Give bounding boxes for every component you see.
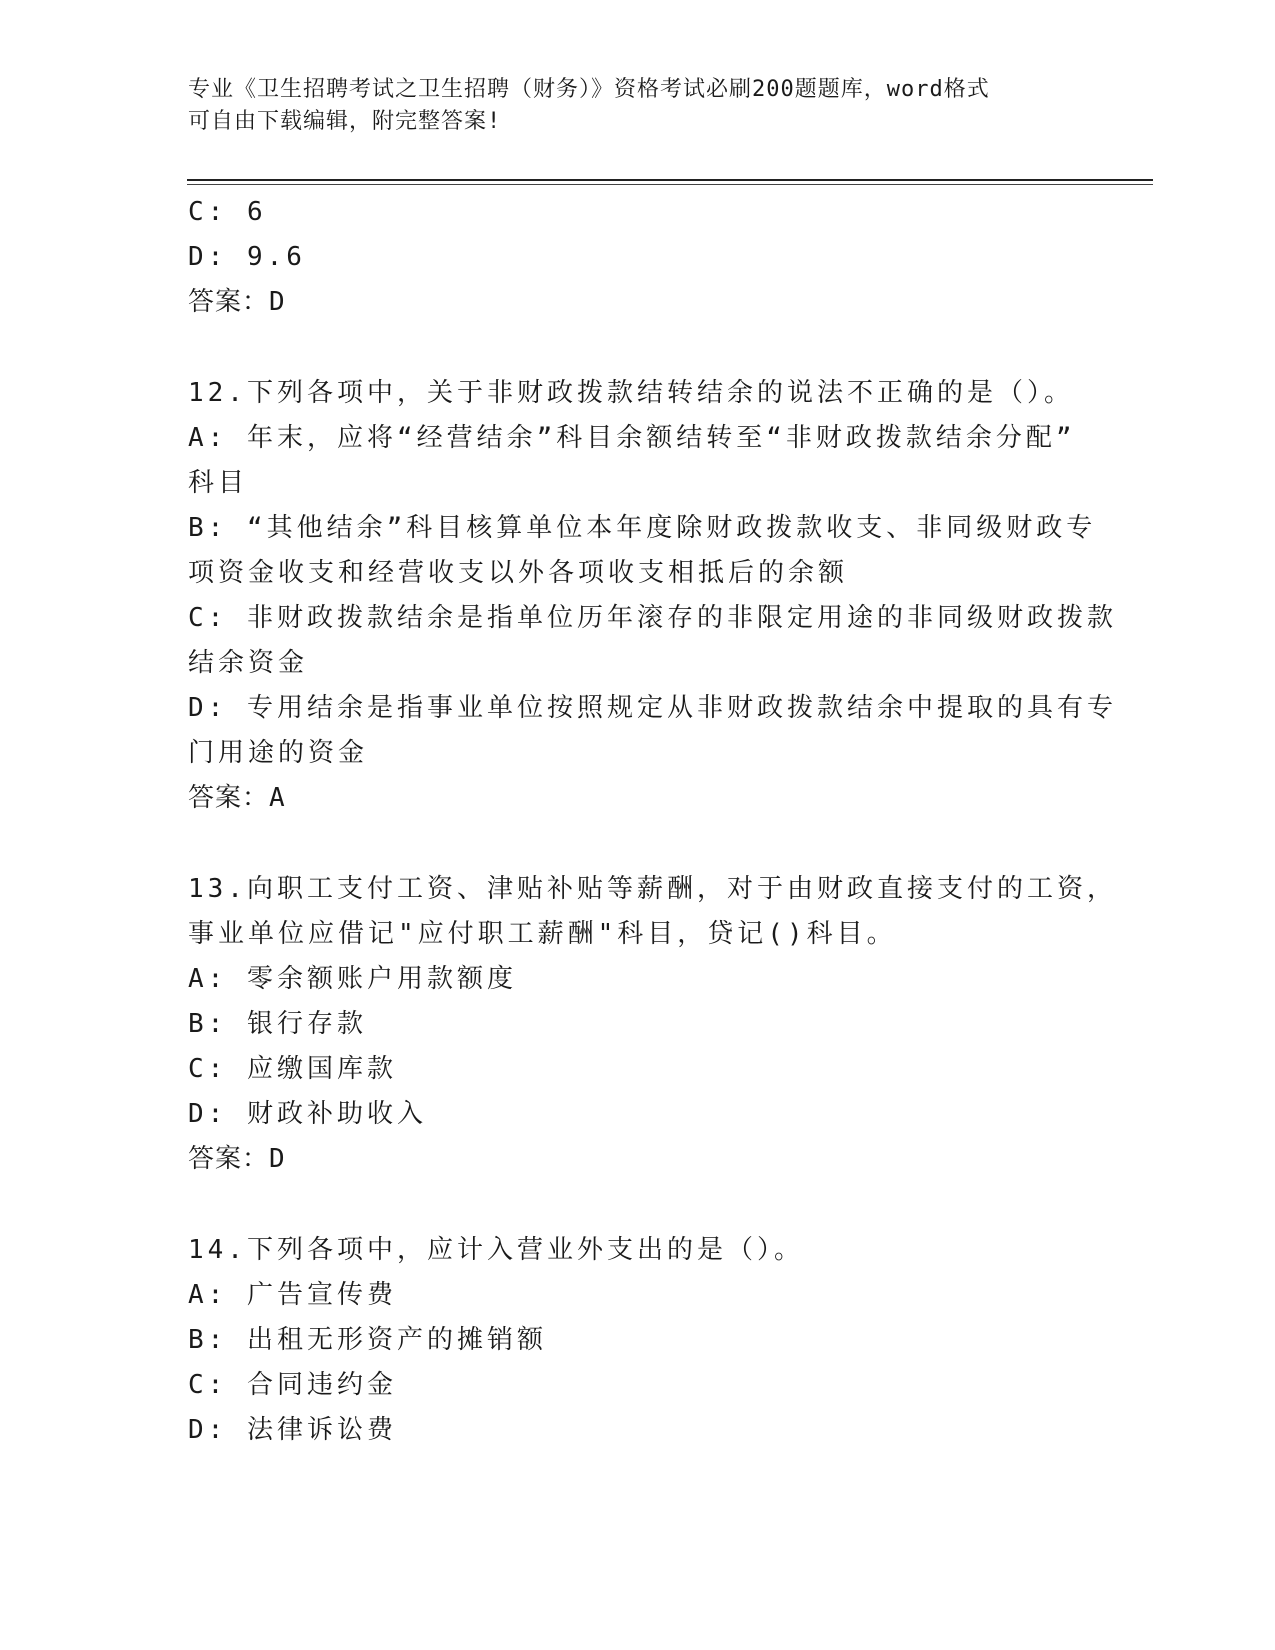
answer: 答案：D xyxy=(188,1144,286,1174)
option-c: C: 6 xyxy=(188,197,267,227)
question-12 xyxy=(188,371,1117,821)
option-b: B: “其他结余”科目核算单位本年度除财政拨款收支、非同级财政专 xyxy=(188,513,1097,543)
spacer xyxy=(188,1182,1088,1228)
option-b-cont: 项资金收支和经营收支以外各项收支相抵后的余额 xyxy=(188,558,849,588)
option-a: A: 年末，应将“经营结余”科目余额结转至“非财政拨款结余分配” xyxy=(188,423,1076,453)
option-c: C: 应缴国库款 xyxy=(188,1054,397,1084)
option-d: D: 财政补助收入 xyxy=(188,1099,427,1129)
option-d: D: 9.6 xyxy=(188,242,306,272)
option-b: B: 出租无形资产的摊销额 xyxy=(188,1325,547,1355)
question-stem-cont: 事业单位应借记"应付职工薪酬"科目，贷记()科目。 xyxy=(188,919,897,949)
option-a-cont: 科目 xyxy=(188,468,249,498)
header-line-2: 可自由下载编辑，附完整答案! xyxy=(188,109,502,134)
answer: 答案：D xyxy=(188,287,286,317)
option-c-cont: 结余资金 xyxy=(188,648,309,678)
header-line-1: 专业《卫生招聘考试之卫生招聘（财务）》资格考试必刷200题题库，word格式 xyxy=(188,77,990,102)
document-header xyxy=(188,74,1088,138)
spacer xyxy=(188,821,1088,867)
option-d-cont: 门用途的资金 xyxy=(188,738,369,768)
header-divider-thick xyxy=(187,179,1153,181)
option-d: D: 法律诉讼费 xyxy=(188,1415,397,1445)
answer: 答案：A xyxy=(188,783,286,813)
option-c: C: 合同违约金 xyxy=(188,1370,397,1400)
option-c: C: 非财政拨款结余是指单位历年滚存的非限定用途的非同级财政拨款 xyxy=(188,603,1117,633)
option-a: A: 零余额账户用款额度 xyxy=(188,964,517,994)
question-13 xyxy=(188,867,1117,1182)
spacer xyxy=(188,325,1088,371)
question-stem: 14.下列各项中，应计入营业外支出的是（）。 xyxy=(188,1235,804,1265)
prev-question xyxy=(188,190,1088,325)
question-stem: 12.下列各项中，关于非财政拨款结转结余的说法不正确的是（）。 xyxy=(188,378,1074,408)
header-divider-thin xyxy=(187,184,1153,185)
question-content xyxy=(188,190,1117,1453)
question-14 xyxy=(188,1228,1088,1453)
option-b: B: 银行存款 xyxy=(188,1009,367,1039)
question-stem: 13.向职工支付工资、津贴补贴等薪酬，对于由财政直接支付的工资， xyxy=(188,874,1117,904)
option-a: A: 广告宣传费 xyxy=(188,1280,397,1310)
option-d: D: 专用结余是指事业单位按照规定从非财政拨款结余中提取的具有专 xyxy=(188,693,1117,723)
